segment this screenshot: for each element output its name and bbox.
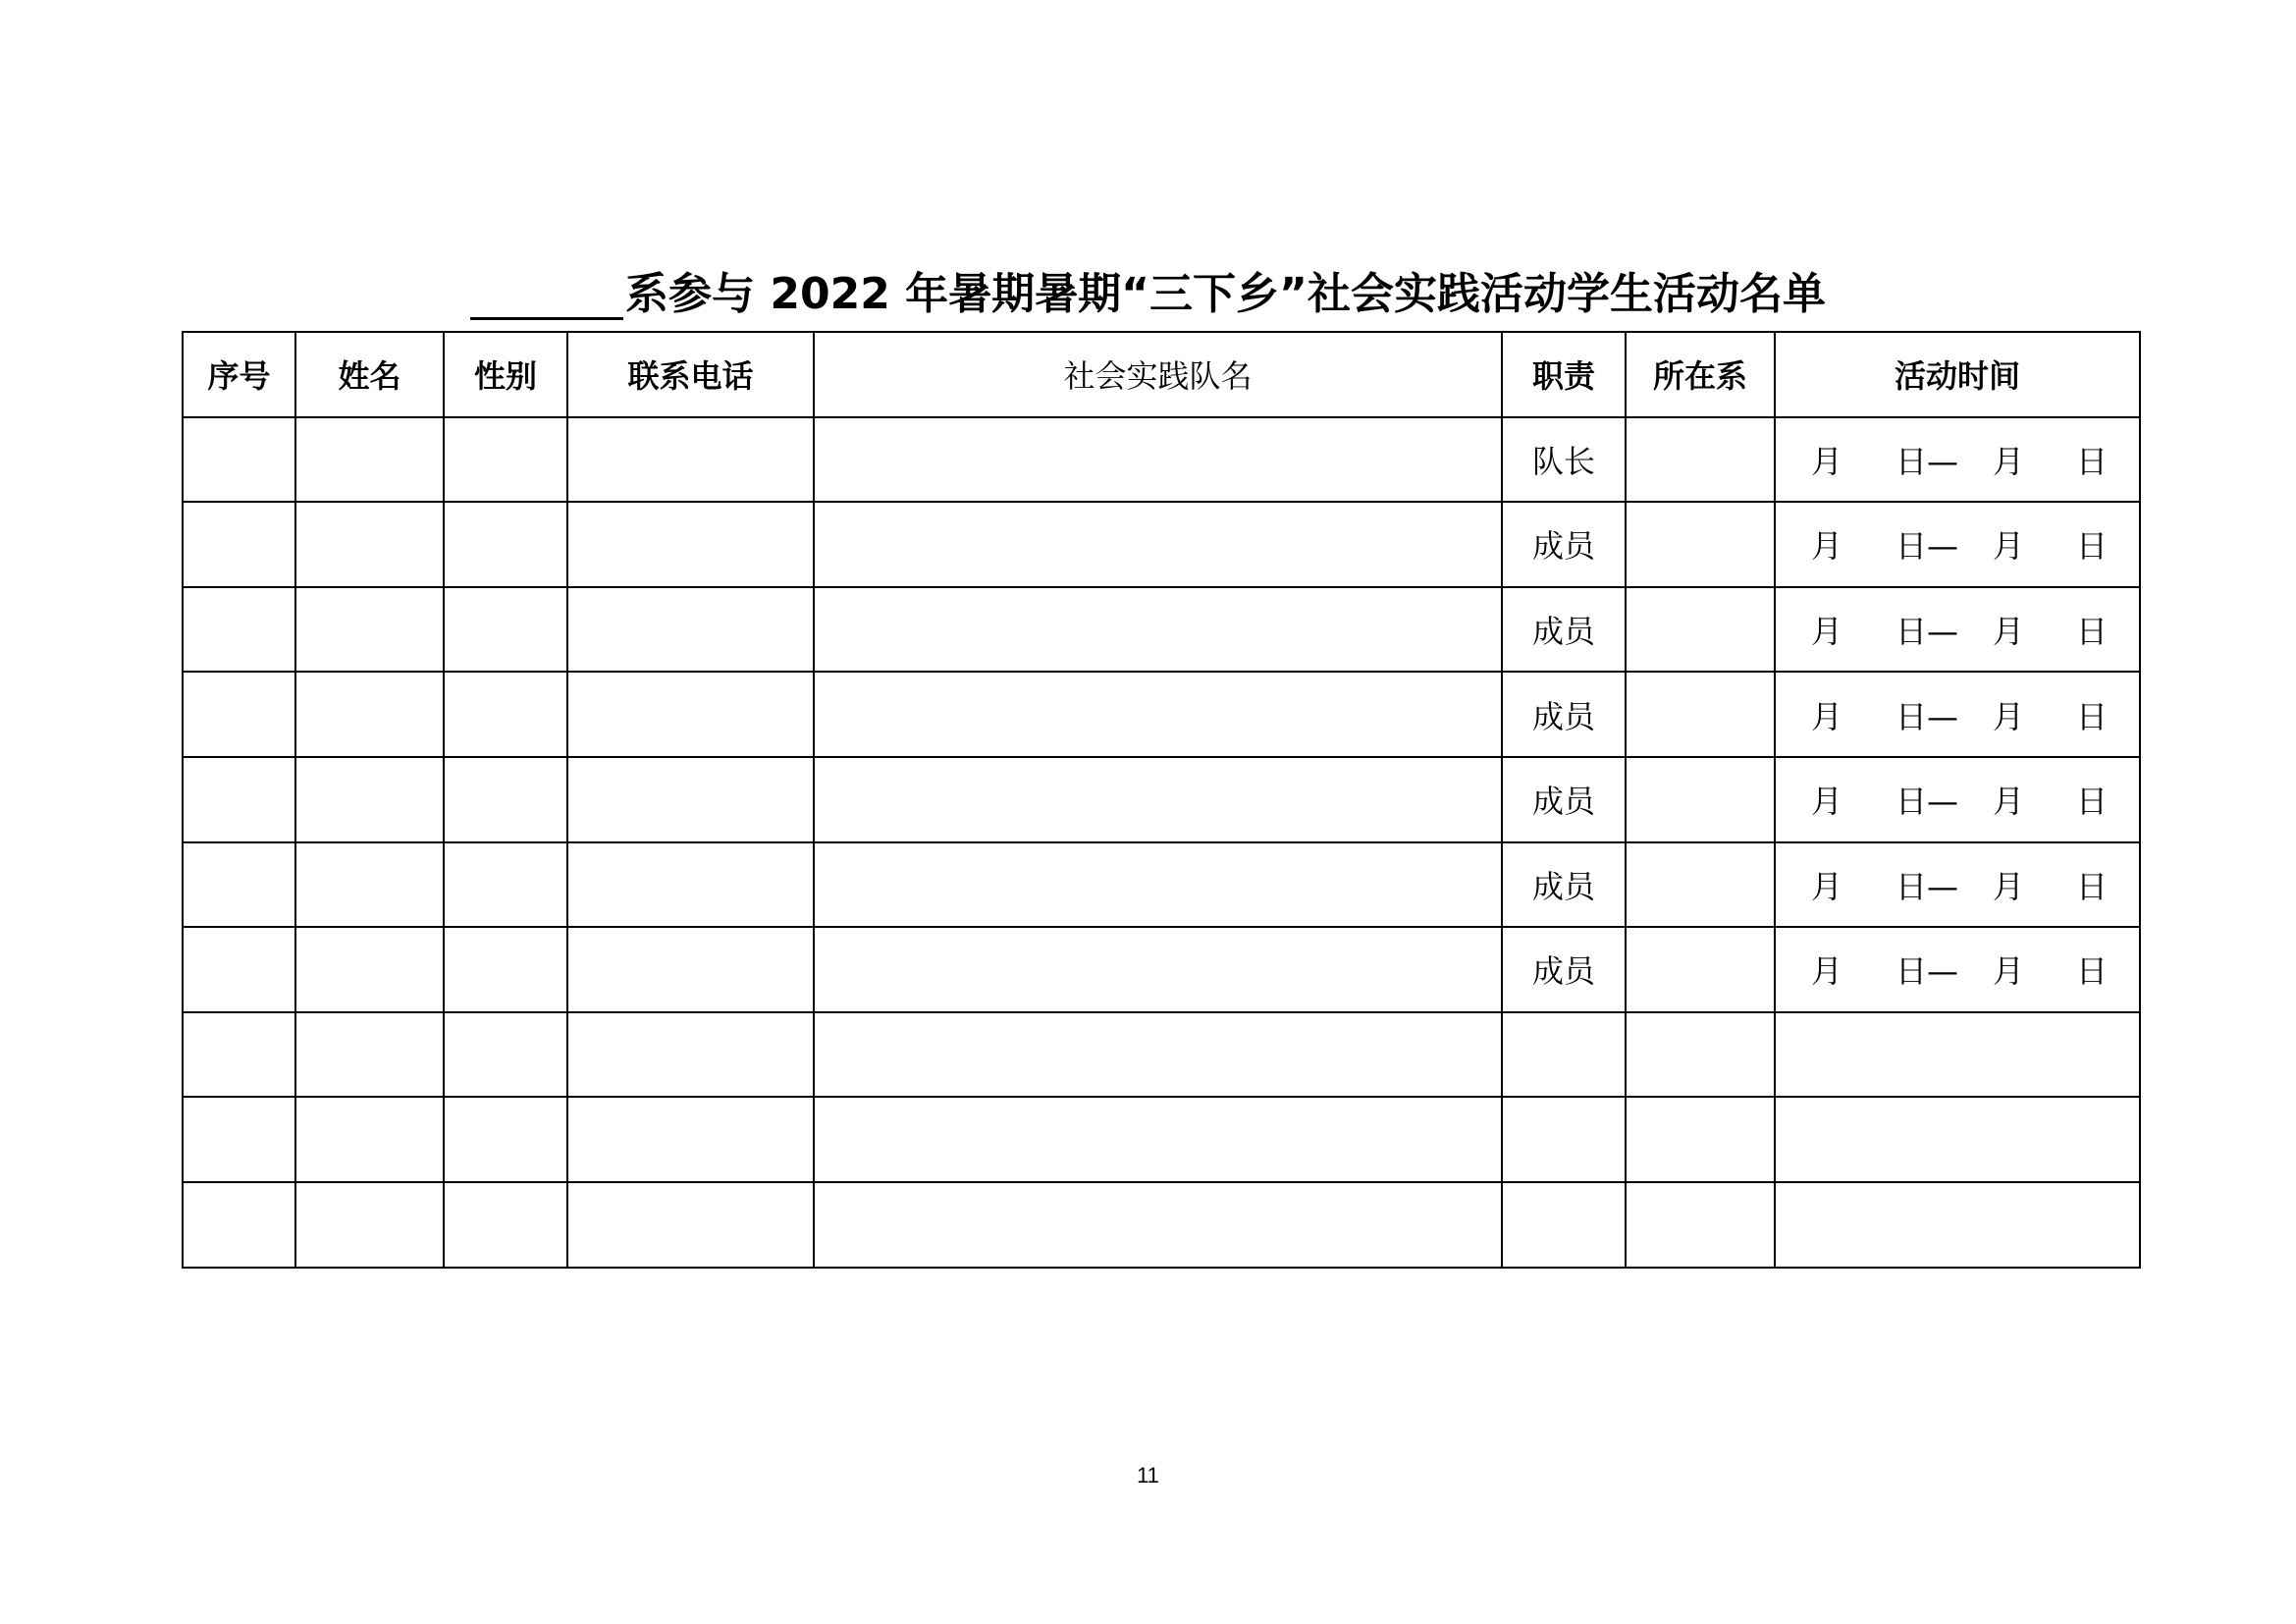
department-cell	[1626, 417, 1775, 503]
department-cell	[1626, 1097, 1775, 1182]
start-day-label: 日—	[1896, 952, 1959, 991]
name-cell	[295, 927, 444, 1012]
header-role: 职责	[1502, 332, 1626, 417]
header-gender: 性别	[444, 332, 567, 417]
gender-cell	[444, 842, 567, 928]
activity-time-cell	[1775, 842, 2140, 928]
index-cell	[183, 927, 295, 1012]
phone-cell	[567, 1182, 814, 1268]
activity-time-cell	[1775, 1182, 2140, 1268]
index-cell	[183, 672, 295, 757]
department-cell	[1626, 842, 1775, 928]
gender-cell	[444, 1097, 567, 1182]
index-cell	[183, 502, 295, 587]
department-blank-line	[470, 268, 623, 320]
name-cell	[295, 502, 444, 587]
gender-cell	[444, 1012, 567, 1098]
index-cell	[183, 842, 295, 928]
activity-time-cell	[1775, 587, 2140, 673]
table-row	[183, 417, 2140, 503]
header-activity-time: 活动时间	[1775, 332, 2140, 417]
start-month-label: 月	[1811, 442, 1843, 480]
end-day-label: 日	[2076, 783, 2109, 821]
name-cell	[295, 587, 444, 673]
team-name-cell	[814, 927, 1502, 1012]
team-name-cell	[814, 1012, 1502, 1098]
start-month-label: 月	[1811, 697, 1843, 735]
table-row	[183, 757, 2140, 842]
gender-cell	[444, 502, 567, 587]
gender-cell	[444, 672, 567, 757]
gender-cell	[444, 1182, 567, 1268]
role-cell: 成员	[1502, 927, 1626, 1012]
start-month-label: 月	[1811, 783, 1843, 821]
roster-table	[182, 331, 2141, 1269]
gender-cell	[444, 417, 567, 503]
team-name-cell	[814, 842, 1502, 928]
activity-time-cell	[1775, 502, 2140, 587]
role-cell	[1502, 1012, 1626, 1098]
role-cell: 成员	[1502, 502, 1626, 587]
end-day-label: 日	[2076, 952, 2109, 991]
start-day-label: 日—	[1896, 527, 1959, 566]
phone-cell	[567, 842, 814, 928]
activity-time-cell	[1775, 1097, 2140, 1182]
table-row	[183, 587, 2140, 673]
activity-time-cell	[1775, 757, 2140, 842]
header-index: 序号	[183, 332, 295, 417]
end-month-label: 月	[1993, 697, 2025, 735]
role-cell	[1502, 1182, 1626, 1268]
phone-cell	[567, 927, 814, 1012]
department-cell	[1626, 502, 1775, 587]
table-row	[183, 1097, 2140, 1182]
phone-cell	[567, 502, 814, 587]
table-row	[183, 1012, 2140, 1098]
phone-cell	[567, 672, 814, 757]
start-month-label: 月	[1811, 613, 1843, 651]
end-month-label: 月	[1993, 527, 2025, 566]
index-cell	[183, 417, 295, 503]
start-day-label: 日—	[1896, 613, 1959, 651]
phone-cell	[567, 417, 814, 503]
start-day-label: 日—	[1896, 867, 1959, 905]
phone-cell	[567, 1012, 814, 1098]
end-day-label: 日	[2076, 867, 2109, 905]
end-day-label: 日	[2076, 442, 2109, 480]
team-name-cell	[814, 502, 1502, 587]
page-number: 11	[1137, 1463, 1159, 1488]
team-name-cell	[814, 757, 1502, 842]
index-cell	[183, 587, 295, 673]
header-team-name: 社会实践队名	[814, 332, 1502, 417]
end-day-label: 日	[2076, 697, 2109, 735]
page-title: 系参与 2022 年暑期暑期“三下乡”社会实践活动学生活动名单	[625, 269, 1826, 319]
department-cell	[1626, 757, 1775, 842]
team-name-cell	[814, 1182, 1502, 1268]
department-cell	[1626, 672, 1775, 757]
header-department: 所在系	[1626, 332, 1775, 417]
phone-cell	[567, 587, 814, 673]
start-day-label: 日—	[1896, 783, 1959, 821]
table-row	[183, 1182, 2140, 1268]
end-month-label: 月	[1993, 613, 2025, 651]
role-cell: 成员	[1502, 587, 1626, 673]
team-name-cell	[814, 672, 1502, 757]
activity-time-cell	[1775, 1012, 2140, 1098]
start-month-label: 月	[1811, 952, 1843, 991]
start-day-label: 日—	[1896, 697, 1959, 735]
gender-cell	[444, 587, 567, 673]
department-cell	[1626, 927, 1775, 1012]
roster-body	[183, 417, 2140, 1268]
role-cell: 成员	[1502, 757, 1626, 842]
role-cell	[1502, 1097, 1626, 1182]
end-day-label: 日	[2076, 613, 2109, 651]
end-month-label: 月	[1993, 867, 2025, 905]
department-cell	[1626, 1182, 1775, 1268]
name-cell	[295, 757, 444, 842]
role-cell: 成员	[1502, 672, 1626, 757]
department-cell	[1626, 587, 1775, 673]
name-cell	[295, 1182, 444, 1268]
name-cell	[295, 1097, 444, 1182]
gender-cell	[444, 757, 567, 842]
activity-time-cell	[1775, 927, 2140, 1012]
name-cell	[295, 842, 444, 928]
end-day-label: 日	[2076, 527, 2109, 566]
start-month-label: 月	[1811, 527, 1843, 566]
team-name-cell	[814, 417, 1502, 503]
header-row	[183, 332, 2140, 417]
name-cell	[295, 417, 444, 503]
phone-cell	[567, 757, 814, 842]
start-day-label: 日—	[1896, 442, 1959, 480]
name-cell	[295, 672, 444, 757]
team-name-cell	[814, 1097, 1502, 1182]
end-month-label: 月	[1993, 442, 2025, 480]
index-cell	[183, 757, 295, 842]
header-name: 姓名	[295, 332, 444, 417]
header-phone: 联系电话	[567, 332, 814, 417]
activity-time-cell	[1775, 417, 2140, 503]
team-name-cell	[814, 587, 1502, 673]
table-row	[183, 842, 2140, 928]
index-cell	[183, 1012, 295, 1098]
department-cell	[1626, 1012, 1775, 1098]
activity-time-cell	[1775, 672, 2140, 757]
phone-cell	[567, 1097, 814, 1182]
start-month-label: 月	[1811, 867, 1843, 905]
table-row	[183, 927, 2140, 1012]
role-cell: 队长	[1502, 417, 1626, 503]
end-month-label: 月	[1993, 783, 2025, 821]
name-cell	[295, 1012, 444, 1098]
table-row	[183, 672, 2140, 757]
title-area	[0, 257, 2296, 320]
index-cell	[183, 1097, 295, 1182]
gender-cell	[444, 927, 567, 1012]
index-cell	[183, 1182, 295, 1268]
table-row	[183, 502, 2140, 587]
end-month-label: 月	[1993, 952, 2025, 991]
role-cell: 成员	[1502, 842, 1626, 928]
